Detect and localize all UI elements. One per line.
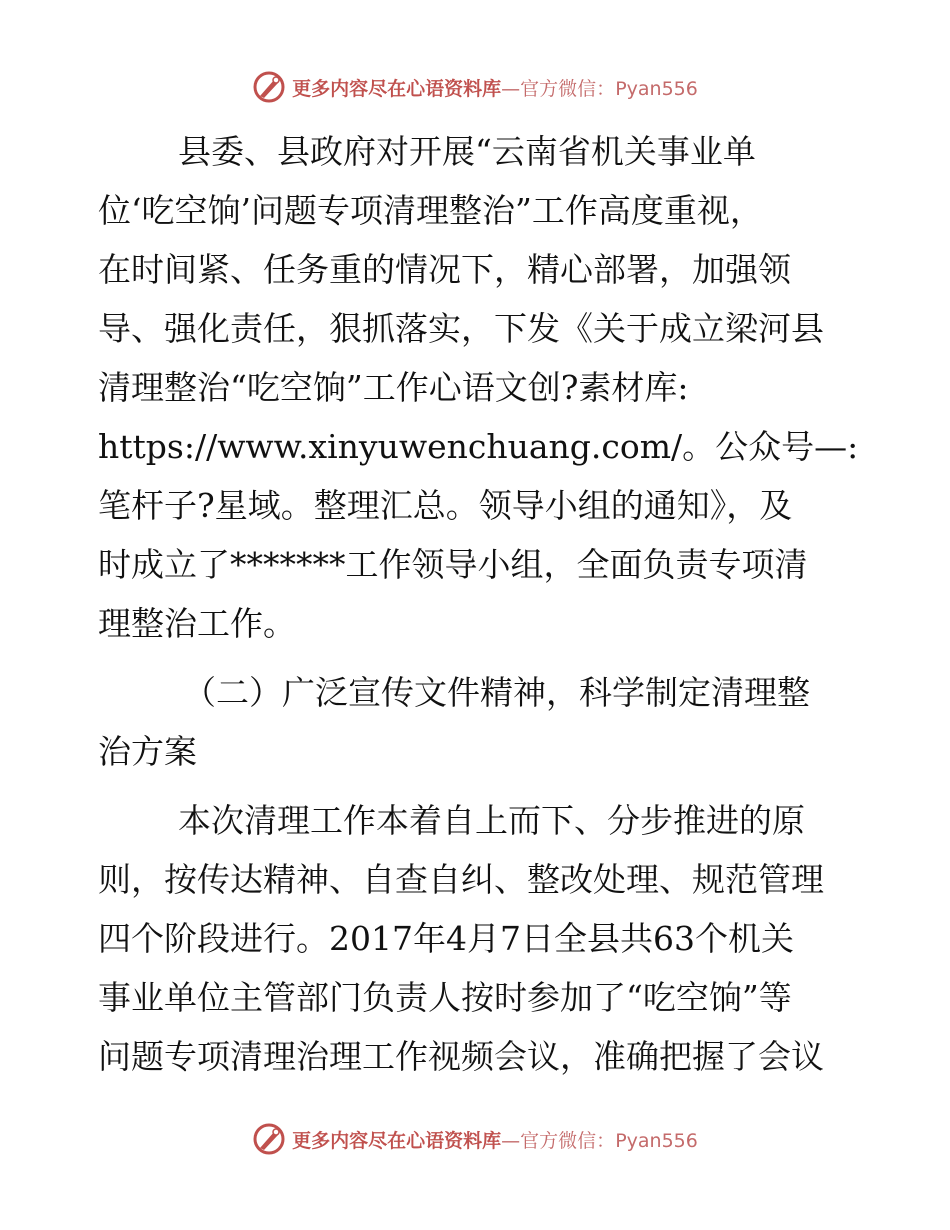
text-line: 理整治工作。	[98, 604, 296, 643]
header-watermark-banner	[0, 70, 950, 104]
text-line: 事业单位主管部门负责人按时参加了“吃空饷”等	[98, 978, 792, 1017]
text-line: 笔杆子?星域。整理汇总。领导小组的通知》，及	[98, 486, 793, 525]
pen-circle-icon	[252, 70, 286, 104]
text-line: 导、强化责任，狠抓落实，下发《关于成立梁河县	[98, 309, 824, 348]
banner-wechat-label: 官方微信：	[520, 1129, 616, 1152]
paragraph-2	[98, 791, 858, 1086]
banner-brand: 更多内容尽在心语资料库	[292, 77, 502, 100]
banner-separator: —	[501, 77, 521, 100]
text-line: 位‘吃空饷’问题专项清理整治”工作高度重视，	[98, 191, 763, 230]
banner-brand: 更多内容尽在心语资料库	[292, 1129, 502, 1152]
banner-wechat-id: Pyan556	[615, 1129, 698, 1152]
banner-content	[252, 70, 698, 104]
text-line: 四个阶段进行。2017年4月7日全县共63个机关	[98, 919, 794, 958]
banner-text	[292, 74, 698, 101]
document-body	[98, 122, 858, 1086]
text-line: 时成立了*******工作领导小组，全面负责专项清	[98, 545, 808, 584]
spacer	[98, 653, 858, 663]
paragraph-1	[98, 122, 858, 653]
text-line: https://www.xinyuwenchuang.com/。公众号—:	[98, 427, 859, 466]
banner-wechat-label: 官方微信：	[520, 77, 616, 100]
pen-circle-icon	[252, 1122, 286, 1156]
banner-text	[292, 1126, 698, 1153]
text-line: 县委、县政府对开展“云南省机关事业单	[178, 132, 756, 171]
heading-line: （二）广泛宣传文件精神，科学制定清理整	[183, 673, 810, 712]
text-line: 本次清理工作本着自上而下、分步推进的原	[178, 801, 805, 840]
banner-wechat-id: Pyan556	[615, 77, 698, 100]
text-line: 则，按传达精神、自查自纠、整改处理、规范管理	[98, 860, 824, 899]
text-line: 问题专项清理治理工作视频会议，准确把握了会议	[98, 1037, 824, 1076]
banner-content	[252, 1122, 698, 1156]
banner-separator: —	[501, 1129, 521, 1152]
footer-watermark-banner	[0, 1122, 950, 1156]
text-line: 在时间紧、任务重的情况下，精心部署，加强领	[98, 250, 791, 289]
text-line: 清理整治“吃空饷”工作心语文创?素材库:	[98, 368, 689, 407]
spacer	[98, 781, 858, 791]
heading-line: 治方案	[98, 732, 197, 771]
section-heading	[98, 663, 858, 781]
